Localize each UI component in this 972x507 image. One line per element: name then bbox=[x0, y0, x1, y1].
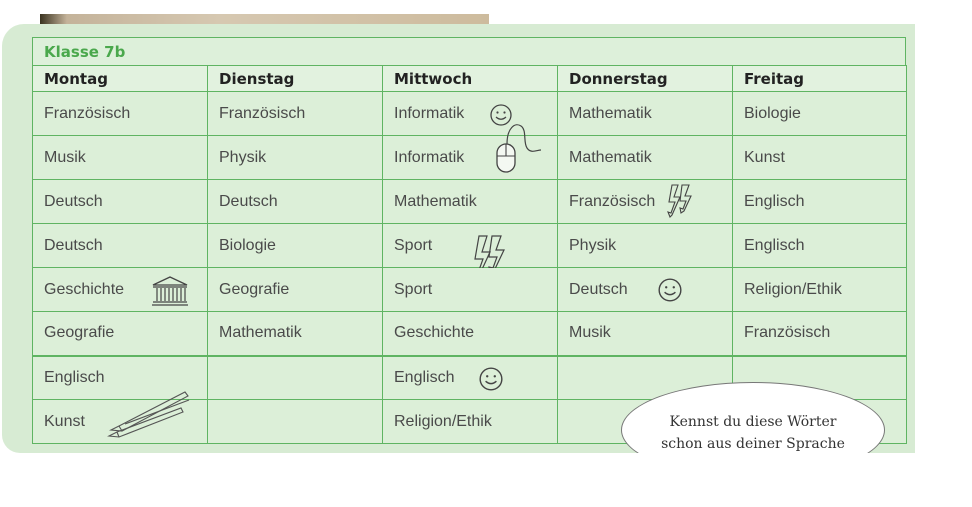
cell bbox=[208, 356, 383, 400]
cell: Musik bbox=[33, 136, 208, 180]
cell: Deutsch bbox=[558, 268, 733, 312]
pencils-icon bbox=[105, 386, 195, 442]
cell: Englisch bbox=[733, 180, 907, 224]
cell: Geografie bbox=[208, 268, 383, 312]
lightning-arrows-icon bbox=[666, 183, 696, 221]
cell: Physik bbox=[558, 224, 733, 268]
cell: Musik bbox=[558, 312, 733, 356]
cell: Englisch bbox=[733, 224, 907, 268]
cell: Deutsch bbox=[208, 180, 383, 224]
computer-mouse-icon bbox=[493, 118, 545, 178]
cell: Physik bbox=[208, 136, 383, 180]
cell: Kunst bbox=[33, 400, 208, 444]
class-title: Klasse 7b bbox=[44, 43, 126, 61]
cell: Französisch bbox=[33, 92, 208, 136]
cell: Informatik bbox=[383, 92, 558, 136]
cell: Geschichte bbox=[33, 268, 208, 312]
cell: Geschichte bbox=[383, 312, 558, 356]
cell: Französisch bbox=[208, 92, 383, 136]
day-header: Montag bbox=[33, 66, 208, 92]
cell: Sport bbox=[383, 224, 558, 268]
bubble-line: schon aus deiner Sprache bbox=[661, 436, 845, 452]
page-background bbox=[0, 453, 972, 507]
header-row bbox=[33, 66, 907, 92]
smiley-icon bbox=[478, 366, 504, 392]
photo-strip bbox=[40, 14, 489, 24]
title-row bbox=[32, 37, 906, 65]
cell: Religion/Ethik bbox=[733, 268, 907, 312]
day-header: Freitag bbox=[733, 66, 907, 92]
cell: Biologie bbox=[733, 92, 907, 136]
cell: Religion/Ethik bbox=[383, 400, 558, 444]
day-header: Dienstag bbox=[208, 66, 383, 92]
table-row bbox=[33, 92, 907, 136]
smiley-icon bbox=[657, 277, 683, 303]
cell: Französisch bbox=[558, 180, 733, 224]
cell: Biologie bbox=[208, 224, 383, 268]
cell: Französisch bbox=[733, 312, 907, 356]
cell: Kunst bbox=[733, 136, 907, 180]
cell: Englisch bbox=[383, 356, 558, 400]
table-row bbox=[33, 224, 907, 268]
day-header: Mittwoch bbox=[383, 66, 558, 92]
cell: Informatik bbox=[383, 136, 558, 180]
cell: Deutsch bbox=[33, 180, 208, 224]
cell: Sport bbox=[383, 268, 558, 312]
bubble-line: Kennst du diese Wörter bbox=[669, 414, 837, 430]
cell: Englisch bbox=[33, 356, 208, 400]
table-row bbox=[33, 136, 907, 180]
cell: Mathematik bbox=[558, 136, 733, 180]
day-header: Donnerstag bbox=[558, 66, 733, 92]
cell: Mathematik bbox=[383, 180, 558, 224]
cell: Mathematik bbox=[208, 312, 383, 356]
cell: Mathematik bbox=[558, 92, 733, 136]
museum-building-icon bbox=[150, 275, 190, 307]
cell: Geografie bbox=[33, 312, 208, 356]
cell: Deutsch bbox=[33, 224, 208, 268]
table-row bbox=[33, 268, 907, 312]
cell bbox=[208, 400, 383, 444]
table-row bbox=[33, 312, 907, 356]
table-row bbox=[33, 180, 907, 224]
